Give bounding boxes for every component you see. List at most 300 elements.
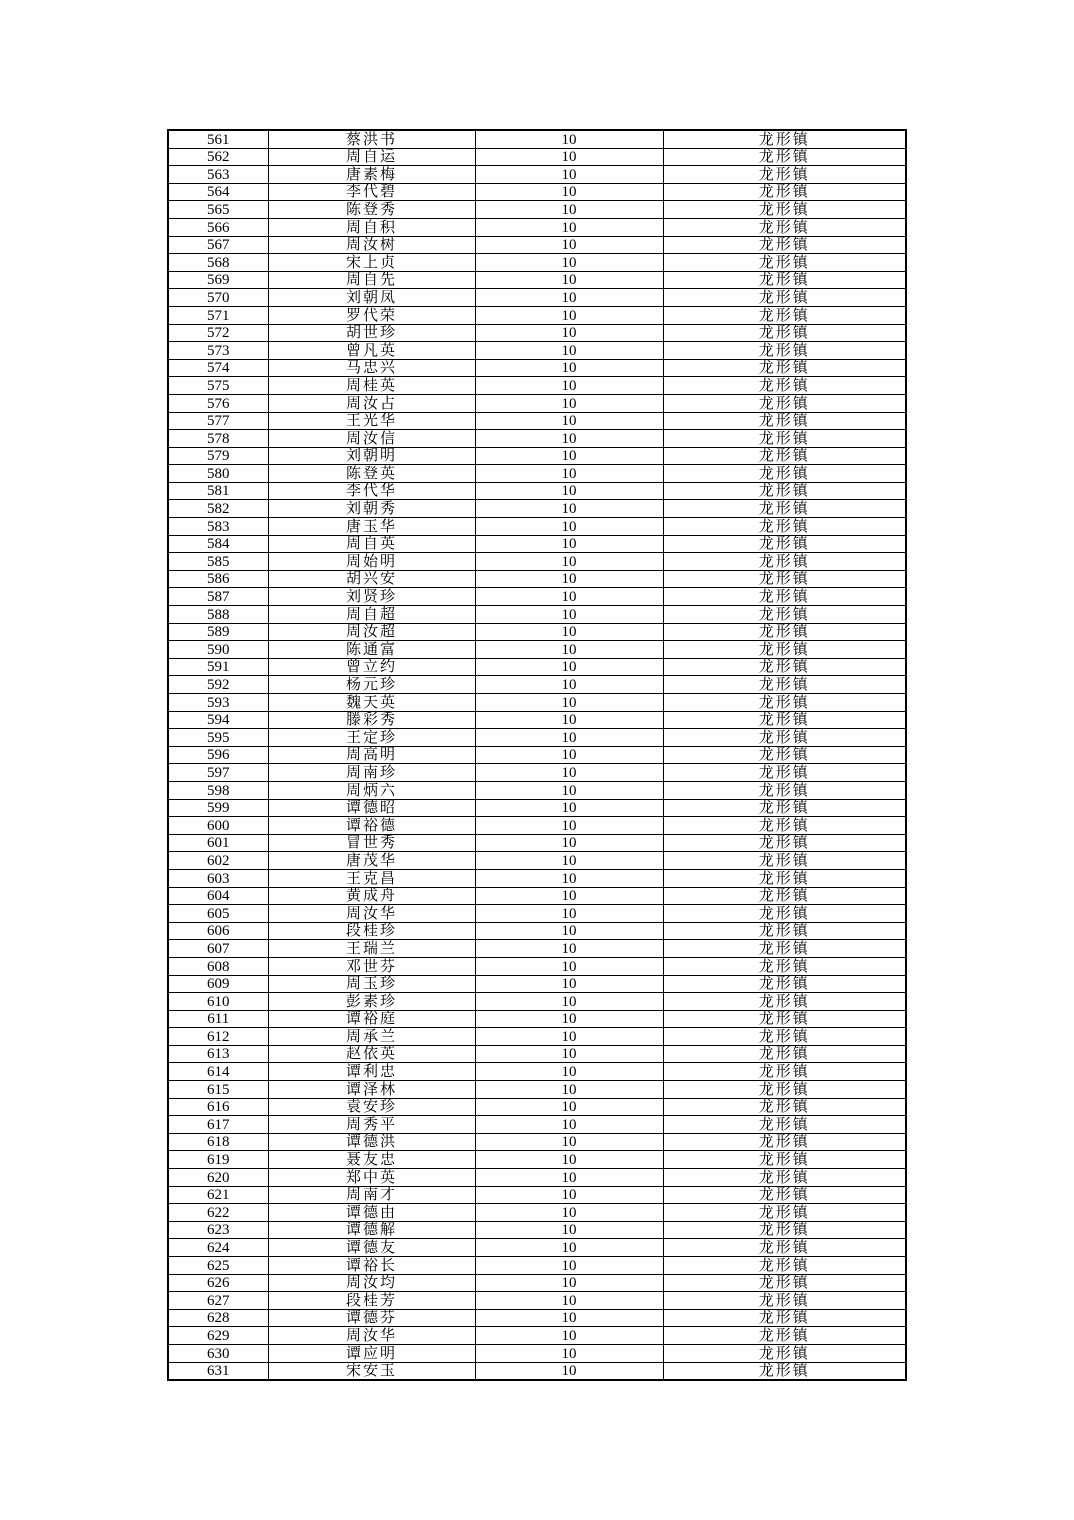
amount-cell: 10 — [475, 201, 663, 219]
amount-cell: 10 — [475, 1081, 663, 1099]
amount-cell: 10 — [475, 535, 663, 553]
table-row — [168, 711, 906, 729]
amount-cell: 10 — [475, 1221, 663, 1239]
name-cell: 周玉珍 — [268, 975, 475, 993]
name-cell: 王瑞兰 — [268, 940, 475, 958]
name-cell: 周汝华 — [268, 1327, 475, 1345]
number-cell: 606 — [168, 922, 268, 940]
amount-cell: 10 — [475, 887, 663, 905]
number-cell: 582 — [168, 500, 268, 518]
number-cell: 630 — [168, 1344, 268, 1362]
town-cell: 龙形镇 — [663, 535, 906, 553]
town-cell: 龙形镇 — [663, 447, 906, 465]
town-cell: 龙形镇 — [663, 623, 906, 641]
number-cell: 629 — [168, 1327, 268, 1345]
name-cell: 谭德由 — [268, 1204, 475, 1222]
table-row — [168, 641, 906, 659]
number-cell: 596 — [168, 746, 268, 764]
name-cell: 郑中英 — [268, 1169, 475, 1187]
table-row — [168, 324, 906, 342]
table-row — [168, 993, 906, 1011]
town-cell: 龙形镇 — [663, 465, 906, 483]
amount-cell: 10 — [475, 1045, 663, 1063]
table-row — [168, 852, 906, 870]
name-cell: 唐茂华 — [268, 852, 475, 870]
amount-cell: 10 — [475, 465, 663, 483]
number-cell: 620 — [168, 1169, 268, 1187]
town-cell: 龙形镇 — [663, 905, 906, 923]
name-cell: 唐玉华 — [268, 518, 475, 536]
table-row — [168, 412, 906, 430]
amount-cell: 10 — [475, 289, 663, 307]
amount-cell: 10 — [475, 1151, 663, 1169]
name-cell: 谭裕德 — [268, 817, 475, 835]
town-cell: 龙形镇 — [663, 306, 906, 324]
table-row — [168, 729, 906, 747]
number-cell: 625 — [168, 1257, 268, 1275]
name-cell: 邓世芬 — [268, 957, 475, 975]
table-row — [168, 166, 906, 184]
table-row — [168, 359, 906, 377]
number-cell: 587 — [168, 588, 268, 606]
table-row — [168, 342, 906, 360]
number-cell: 573 — [168, 342, 268, 360]
amount-cell: 10 — [475, 1327, 663, 1345]
amount-cell: 10 — [475, 1204, 663, 1222]
table-row — [168, 289, 906, 307]
town-cell: 龙形镇 — [663, 1309, 906, 1327]
town-cell: 龙形镇 — [663, 289, 906, 307]
town-cell: 龙形镇 — [663, 1344, 906, 1362]
amount-cell: 10 — [475, 130, 663, 148]
amount-cell: 10 — [475, 957, 663, 975]
table-row — [168, 553, 906, 571]
amount-cell: 10 — [475, 148, 663, 166]
number-cell: 568 — [168, 254, 268, 272]
table-row — [168, 1010, 906, 1028]
town-cell: 龙形镇 — [663, 606, 906, 624]
name-cell: 赵依英 — [268, 1045, 475, 1063]
town-cell: 龙形镇 — [663, 658, 906, 676]
number-cell: 608 — [168, 957, 268, 975]
town-cell: 龙形镇 — [663, 412, 906, 430]
amount-cell: 10 — [475, 342, 663, 360]
number-cell: 570 — [168, 289, 268, 307]
amount-cell: 10 — [475, 183, 663, 201]
number-cell: 602 — [168, 852, 268, 870]
number-cell: 604 — [168, 887, 268, 905]
town-cell: 龙形镇 — [663, 1081, 906, 1099]
town-cell: 龙形镇 — [663, 1292, 906, 1310]
name-cell: 刘贤珍 — [268, 588, 475, 606]
name-cell: 谭泽林 — [268, 1081, 475, 1099]
table-row — [168, 447, 906, 465]
amount-cell: 10 — [475, 236, 663, 254]
amount-cell: 10 — [475, 993, 663, 1011]
name-cell: 袁安珍 — [268, 1098, 475, 1116]
number-cell: 611 — [168, 1010, 268, 1028]
number-cell: 583 — [168, 518, 268, 536]
town-cell: 龙形镇 — [663, 359, 906, 377]
number-cell: 591 — [168, 658, 268, 676]
number-cell: 599 — [168, 799, 268, 817]
name-cell: 周自先 — [268, 271, 475, 289]
town-cell: 龙形镇 — [663, 570, 906, 588]
table-row — [168, 377, 906, 395]
number-cell: 624 — [168, 1239, 268, 1257]
amount-cell: 10 — [475, 764, 663, 782]
table-row — [168, 746, 906, 764]
table-row — [168, 834, 906, 852]
table-row — [168, 940, 906, 958]
town-cell: 龙形镇 — [663, 940, 906, 958]
number-cell: 610 — [168, 993, 268, 1011]
name-cell: 滕彩秀 — [268, 711, 475, 729]
amount-cell: 10 — [475, 852, 663, 870]
town-cell: 龙形镇 — [663, 1116, 906, 1134]
name-cell: 唐素梅 — [268, 166, 475, 184]
name-cell: 刘朝秀 — [268, 500, 475, 518]
amount-cell: 10 — [475, 324, 663, 342]
number-cell: 584 — [168, 535, 268, 553]
name-cell: 宋安玉 — [268, 1362, 475, 1380]
table-row — [168, 1204, 906, 1222]
table-row — [168, 130, 906, 148]
table-row — [168, 148, 906, 166]
amount-cell: 10 — [475, 834, 663, 852]
town-cell: 龙形镇 — [663, 588, 906, 606]
amount-cell: 10 — [475, 1362, 663, 1380]
town-cell: 龙形镇 — [663, 1362, 906, 1380]
number-cell: 603 — [168, 869, 268, 887]
amount-cell: 10 — [475, 359, 663, 377]
name-cell: 谭德洪 — [268, 1133, 475, 1151]
table-row — [168, 236, 906, 254]
name-cell: 周自运 — [268, 148, 475, 166]
town-cell: 龙形镇 — [663, 1257, 906, 1275]
amount-cell: 10 — [475, 518, 663, 536]
town-cell: 龙形镇 — [663, 342, 906, 360]
number-cell: 621 — [168, 1186, 268, 1204]
name-cell: 周汝信 — [268, 430, 475, 448]
town-cell: 龙形镇 — [663, 324, 906, 342]
town-cell: 龙形镇 — [663, 869, 906, 887]
number-cell: 585 — [168, 553, 268, 571]
name-cell: 李代华 — [268, 482, 475, 500]
number-cell: 578 — [168, 430, 268, 448]
town-cell: 龙形镇 — [663, 1133, 906, 1151]
table-row — [168, 975, 906, 993]
town-cell: 龙形镇 — [663, 1045, 906, 1063]
name-cell: 刘朝明 — [268, 447, 475, 465]
name-cell: 谭裕长 — [268, 1257, 475, 1275]
table-row — [168, 588, 906, 606]
name-cell: 王克昌 — [268, 869, 475, 887]
roster-sheet — [167, 129, 907, 1381]
town-cell: 龙形镇 — [663, 1186, 906, 1204]
number-cell: 577 — [168, 412, 268, 430]
town-cell: 龙形镇 — [663, 729, 906, 747]
amount-cell: 10 — [475, 694, 663, 712]
number-cell: 594 — [168, 711, 268, 729]
table-row — [168, 394, 906, 412]
amount-cell: 10 — [475, 1292, 663, 1310]
town-cell: 龙形镇 — [663, 711, 906, 729]
name-cell: 刘朝凤 — [268, 289, 475, 307]
town-cell: 龙形镇 — [663, 1221, 906, 1239]
amount-cell: 10 — [475, 447, 663, 465]
number-cell: 576 — [168, 394, 268, 412]
name-cell: 曾立约 — [268, 658, 475, 676]
table-row — [168, 606, 906, 624]
number-cell: 619 — [168, 1151, 268, 1169]
town-cell: 龙形镇 — [663, 1098, 906, 1116]
number-cell: 631 — [168, 1362, 268, 1380]
amount-cell: 10 — [475, 1028, 663, 1046]
name-cell: 聂友忠 — [268, 1151, 475, 1169]
amount-cell: 10 — [475, 218, 663, 236]
name-cell: 周自超 — [268, 606, 475, 624]
amount-cell: 10 — [475, 412, 663, 430]
amount-cell: 10 — [475, 588, 663, 606]
number-cell: 614 — [168, 1063, 268, 1081]
table-row — [168, 518, 906, 536]
amount-cell: 10 — [475, 1116, 663, 1134]
number-cell: 595 — [168, 729, 268, 747]
town-cell: 龙形镇 — [663, 975, 906, 993]
name-cell: 周始明 — [268, 553, 475, 571]
amount-cell: 10 — [475, 729, 663, 747]
table-row — [168, 201, 906, 219]
amount-cell: 10 — [475, 975, 663, 993]
amount-cell: 10 — [475, 1309, 663, 1327]
table-row — [168, 1257, 906, 1275]
name-cell: 胡世珍 — [268, 324, 475, 342]
town-cell: 龙形镇 — [663, 781, 906, 799]
amount-cell: 10 — [475, 922, 663, 940]
town-cell: 龙形镇 — [663, 1274, 906, 1292]
town-cell: 龙形镇 — [663, 1151, 906, 1169]
number-cell: 589 — [168, 623, 268, 641]
table-row — [168, 1344, 906, 1362]
name-cell: 谭裕庭 — [268, 1010, 475, 1028]
town-cell: 龙形镇 — [663, 130, 906, 148]
name-cell: 彭素珍 — [268, 993, 475, 1011]
amount-cell: 10 — [475, 377, 663, 395]
number-cell: 564 — [168, 183, 268, 201]
amount-cell: 10 — [475, 658, 663, 676]
number-cell: 571 — [168, 306, 268, 324]
name-cell: 段桂珍 — [268, 922, 475, 940]
amount-cell: 10 — [475, 1063, 663, 1081]
table-row — [168, 1098, 906, 1116]
name-cell: 马忠兴 — [268, 359, 475, 377]
amount-cell: 10 — [475, 1344, 663, 1362]
table-row — [168, 905, 906, 923]
amount-cell: 10 — [475, 1098, 663, 1116]
amount-cell: 10 — [475, 306, 663, 324]
number-cell: 572 — [168, 324, 268, 342]
table-row — [168, 694, 906, 712]
town-cell: 龙形镇 — [663, 1239, 906, 1257]
table-row — [168, 1116, 906, 1134]
town-cell: 龙形镇 — [663, 183, 906, 201]
name-cell: 周汝华 — [268, 905, 475, 923]
table-row — [168, 1274, 906, 1292]
name-cell: 谭德友 — [268, 1239, 475, 1257]
amount-cell: 10 — [475, 781, 663, 799]
amount-cell: 10 — [475, 430, 663, 448]
name-cell: 王定珍 — [268, 729, 475, 747]
name-cell: 杨元珍 — [268, 676, 475, 694]
amount-cell: 10 — [475, 570, 663, 588]
name-cell: 周南珍 — [268, 764, 475, 782]
name-cell: 谭德芬 — [268, 1309, 475, 1327]
table-row — [168, 1151, 906, 1169]
table-row — [168, 922, 906, 940]
amount-cell: 10 — [475, 500, 663, 518]
number-cell: 575 — [168, 377, 268, 395]
name-cell: 周汝均 — [268, 1274, 475, 1292]
town-cell: 龙形镇 — [663, 922, 906, 940]
table-row — [168, 781, 906, 799]
table-row — [168, 1292, 906, 1310]
amount-cell: 10 — [475, 1133, 663, 1151]
amount-cell: 10 — [475, 623, 663, 641]
amount-cell: 10 — [475, 1169, 663, 1187]
number-cell: 598 — [168, 781, 268, 799]
amount-cell: 10 — [475, 799, 663, 817]
name-cell: 蔡洪书 — [268, 130, 475, 148]
number-cell: 617 — [168, 1116, 268, 1134]
name-cell: 谭德解 — [268, 1221, 475, 1239]
name-cell: 曾凡英 — [268, 342, 475, 360]
amount-cell: 10 — [475, 553, 663, 571]
table-row — [168, 218, 906, 236]
table-row — [168, 869, 906, 887]
town-cell: 龙形镇 — [663, 518, 906, 536]
number-cell: 562 — [168, 148, 268, 166]
number-cell: 609 — [168, 975, 268, 993]
town-cell: 龙形镇 — [663, 993, 906, 1011]
number-cell: 605 — [168, 905, 268, 923]
town-cell: 龙形镇 — [663, 852, 906, 870]
town-cell: 龙形镇 — [663, 799, 906, 817]
number-cell: 580 — [168, 465, 268, 483]
table-row — [168, 1028, 906, 1046]
roster-body — [168, 130, 906, 1380]
table-row — [168, 1186, 906, 1204]
town-cell: 龙形镇 — [663, 1204, 906, 1222]
number-cell: 626 — [168, 1274, 268, 1292]
table-row — [168, 500, 906, 518]
table-row — [168, 1239, 906, 1257]
number-cell: 569 — [168, 271, 268, 289]
name-cell: 罗代荣 — [268, 306, 475, 324]
amount-cell: 10 — [475, 641, 663, 659]
amount-cell: 10 — [475, 254, 663, 272]
table-row — [168, 570, 906, 588]
name-cell: 胡兴安 — [268, 570, 475, 588]
amount-cell: 10 — [475, 271, 663, 289]
table-row — [168, 1327, 906, 1345]
amount-cell: 10 — [475, 905, 663, 923]
name-cell: 周秀平 — [268, 1116, 475, 1134]
number-cell: 581 — [168, 482, 268, 500]
name-cell: 周自英 — [268, 535, 475, 553]
town-cell: 龙形镇 — [663, 394, 906, 412]
number-cell: 628 — [168, 1309, 268, 1327]
number-cell: 615 — [168, 1081, 268, 1099]
table-row — [168, 957, 906, 975]
town-cell: 龙形镇 — [663, 271, 906, 289]
number-cell: 618 — [168, 1133, 268, 1151]
name-cell: 谭应明 — [268, 1344, 475, 1362]
number-cell: 561 — [168, 130, 268, 148]
town-cell: 龙形镇 — [663, 694, 906, 712]
table-row — [168, 254, 906, 272]
town-cell: 龙形镇 — [663, 201, 906, 219]
amount-cell: 10 — [475, 1274, 663, 1292]
table-row — [168, 1045, 906, 1063]
town-cell: 龙形镇 — [663, 1063, 906, 1081]
name-cell: 王光华 — [268, 412, 475, 430]
table-row — [168, 482, 906, 500]
table-row — [168, 306, 906, 324]
number-cell: 579 — [168, 447, 268, 465]
town-cell: 龙形镇 — [663, 817, 906, 835]
town-cell: 龙形镇 — [663, 430, 906, 448]
number-cell: 607 — [168, 940, 268, 958]
town-cell: 龙形镇 — [663, 834, 906, 852]
table-row — [168, 465, 906, 483]
town-cell: 龙形镇 — [663, 1169, 906, 1187]
name-cell: 周南才 — [268, 1186, 475, 1204]
table-row — [168, 658, 906, 676]
amount-cell: 10 — [475, 482, 663, 500]
name-cell: 宋上贞 — [268, 254, 475, 272]
table-row — [168, 1309, 906, 1327]
amount-cell: 10 — [475, 1239, 663, 1257]
name-cell: 周汝树 — [268, 236, 475, 254]
name-cell: 周桂英 — [268, 377, 475, 395]
amount-cell: 10 — [475, 1186, 663, 1204]
table-row — [168, 183, 906, 201]
table-row — [168, 764, 906, 782]
table-row — [168, 535, 906, 553]
name-cell: 冒世秀 — [268, 834, 475, 852]
name-cell: 周炳六 — [268, 781, 475, 799]
name-cell: 谭利忠 — [268, 1063, 475, 1081]
name-cell: 李代碧 — [268, 183, 475, 201]
table-row — [168, 623, 906, 641]
name-cell: 黄成舟 — [268, 887, 475, 905]
table-row — [168, 430, 906, 448]
table-row — [168, 676, 906, 694]
name-cell: 段桂芳 — [268, 1292, 475, 1310]
number-cell: 597 — [168, 764, 268, 782]
town-cell: 龙形镇 — [663, 166, 906, 184]
table-row — [168, 1081, 906, 1099]
number-cell: 565 — [168, 201, 268, 219]
number-cell: 588 — [168, 606, 268, 624]
number-cell: 574 — [168, 359, 268, 377]
table-row — [168, 817, 906, 835]
town-cell: 龙形镇 — [663, 482, 906, 500]
town-cell: 龙形镇 — [663, 377, 906, 395]
number-cell: 612 — [168, 1028, 268, 1046]
town-cell: 龙形镇 — [663, 236, 906, 254]
